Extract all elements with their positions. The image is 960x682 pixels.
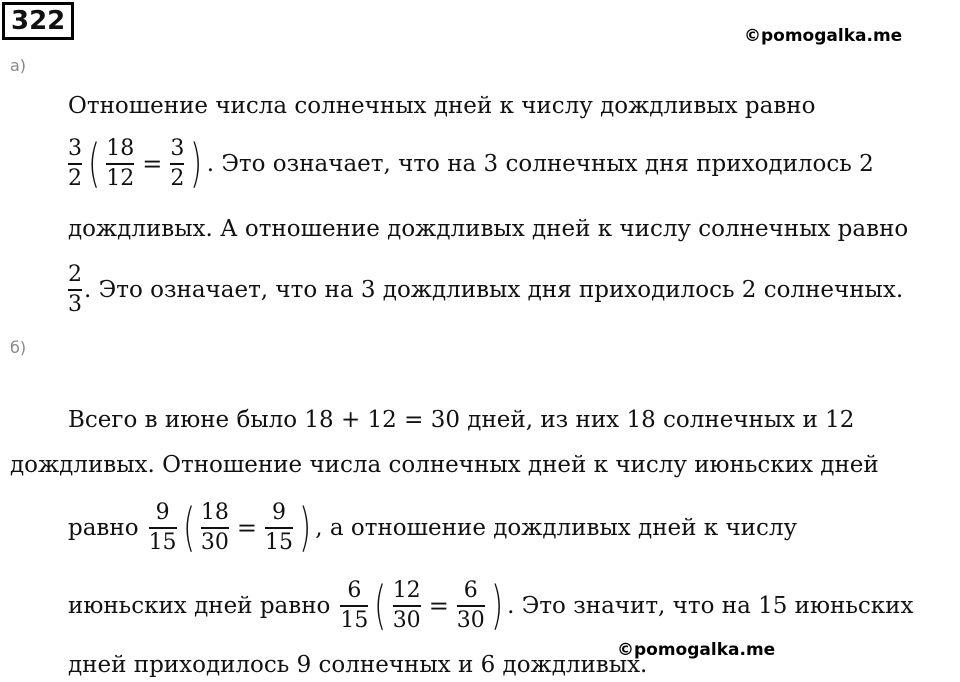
part-b-label: б) <box>10 338 27 357</box>
part-b-line-4 <box>68 574 913 638</box>
fraction-bar <box>68 289 82 291</box>
part-b-line-3-prefix: равно <box>68 515 139 541</box>
fraction <box>201 500 229 556</box>
fraction-bar <box>393 605 421 607</box>
part-a-line-2-text: . Это означает, что на 3 солнечных дня приходилось 2 <box>206 151 874 177</box>
watermark-top: ©pomogalka.me <box>744 26 903 46</box>
fraction <box>393 578 421 634</box>
left-paren: ( <box>88 134 101 194</box>
numerator: 18 <box>200 500 229 525</box>
denominator: 15 <box>340 608 369 633</box>
fraction-bar <box>340 605 368 607</box>
numerator: 9 <box>155 500 170 525</box>
part-b-line-3-text: , а отношение дождливых дней к числу <box>315 515 798 541</box>
denominator: 12 <box>106 166 135 191</box>
denominator: 2 <box>170 166 185 191</box>
part-a-line-1: Отношение числа солнечных дней к числу дождливых равно <box>68 93 816 119</box>
fraction <box>68 262 82 318</box>
fraction <box>457 578 485 634</box>
equals-sign: = <box>142 150 163 178</box>
numerator: 9 <box>271 500 286 525</box>
fraction-bar <box>265 527 293 529</box>
denominator: 15 <box>148 530 177 555</box>
fraction-bar <box>68 163 82 165</box>
numerator: 2 <box>68 262 82 287</box>
part-b-line-4-text: . Это значит, что на 15 июньских <box>507 593 914 619</box>
fraction <box>68 136 82 192</box>
numerator: 3 <box>68 136 82 161</box>
fraction <box>106 136 134 192</box>
denominator: 30 <box>456 608 485 633</box>
part-a-line-4-text: . Это означает, что на 3 дождливых дня приходилось 2 солнечных. <box>84 277 904 303</box>
numerator: 6 <box>463 578 478 603</box>
fraction-bar <box>457 605 485 607</box>
part-b-line-5: дней приходилось 9 солнечных и 6 дождливых. <box>68 652 648 678</box>
equals-sign: = <box>428 592 449 620</box>
watermark-bottom: ©pomogalka.me <box>617 640 776 660</box>
left-paren: ( <box>182 498 195 558</box>
part-b-line-4-prefix: июньских дней равно <box>68 593 331 619</box>
part-a-line-4 <box>66 258 903 322</box>
fraction <box>149 500 177 556</box>
part-a-line-2 <box>66 132 874 196</box>
right-paren: ) <box>190 134 203 194</box>
fraction <box>265 500 293 556</box>
problem-number: 322 <box>2 2 74 40</box>
numerator: 18 <box>106 136 135 161</box>
part-a-label: а) <box>10 56 27 75</box>
denominator: 30 <box>200 530 229 555</box>
right-paren: ) <box>299 498 312 558</box>
left-paren: ( <box>374 576 387 636</box>
numerator: 6 <box>347 578 362 603</box>
equals-sign: = <box>236 514 257 542</box>
fraction-bar <box>149 527 177 529</box>
fraction-bar <box>170 163 184 165</box>
part-b-line-1: Всего в июне было 18 + 12 = 30 дней, из них 18 солнечных и 12 <box>68 407 855 433</box>
part-b-line-3 <box>68 496 797 560</box>
numerator: 12 <box>392 578 421 603</box>
fraction <box>170 136 184 192</box>
denominator: 30 <box>392 608 421 633</box>
part-b-line-2: дождливых. Отношение числа солнечных дней к числу июньских дней <box>10 452 879 478</box>
part-a-line-3: дождливых. А отношение дождливых дней к числу солнечных равно <box>68 216 909 242</box>
fraction-bar <box>201 527 229 529</box>
denominator: 2 <box>68 166 82 191</box>
denominator: 15 <box>264 530 293 555</box>
denominator: 3 <box>68 292 82 317</box>
fraction-bar <box>106 163 134 165</box>
fraction <box>340 578 368 634</box>
right-paren: ) <box>490 576 504 636</box>
numerator: 3 <box>170 136 185 161</box>
